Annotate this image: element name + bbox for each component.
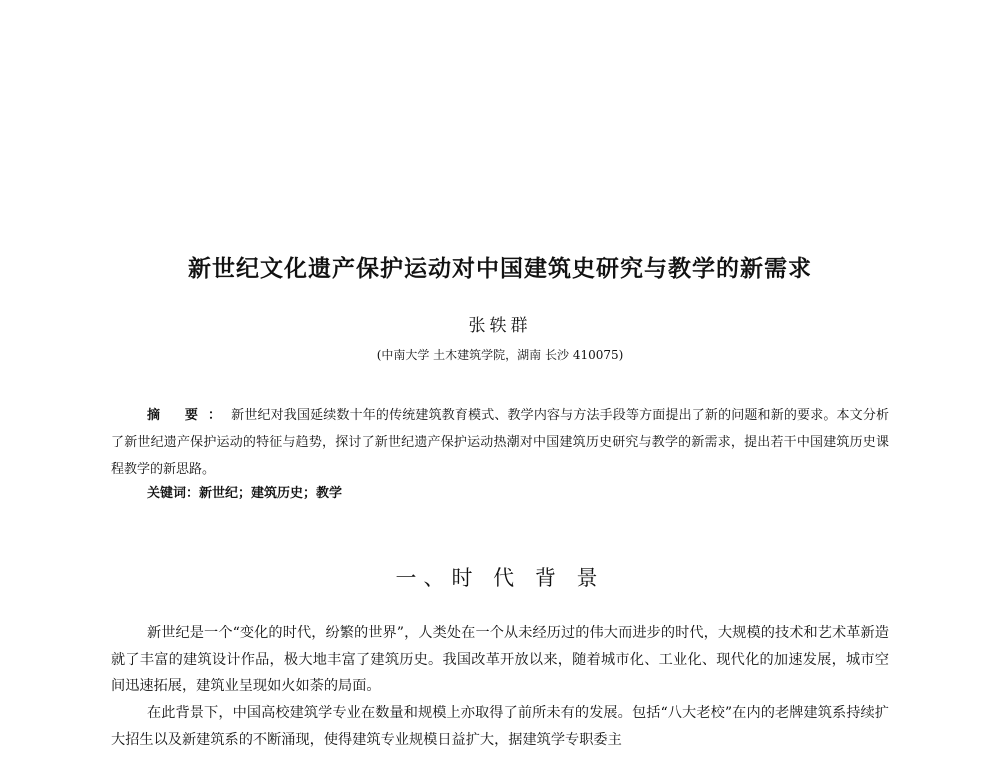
author-name: 张轶群: [468, 316, 532, 336]
author-affiliation: (中南大学 土木建筑学院，湖南 长沙 410075): [376, 348, 624, 362]
body-paragraph: 在此背景下，中国高校建筑学专业在数量和规模上亦取得了前所未有的发展。包括“八大老校”在内的老牌建筑系持续扩大招生以及新建筑系的不断涌现，使得建筑专业规模日益扩大，据建筑学专职委主: [111, 705, 889, 748]
abstract: [111, 402, 889, 483]
section-heading: 一、时 代 背 景: [395, 566, 605, 590]
abstract-text: 新世纪对我国延续数十年的传统建筑教育模式、教学内容与方法手段等方面提出了新的问题和新的要求。本文分析了新世纪遗产保护运动的特征与趋势，探讨了新世纪遗产保护运动热潮对中国建筑历史研究与教学的新需求，提出若干中国建筑历史课程教学的新思路。: [111, 408, 889, 477]
abstract-label: 摘 要：: [147, 408, 232, 423]
keywords: 关键词：新世纪；建筑历史；教学: [147, 486, 343, 501]
body-paragraph: 新世纪是一个“变化的时代，纷繁的世界”，人类处在一个从未经历过的伟大而进步的时代，大规模的技术和艺术革新造就了丰富的建筑设计作品，极大地丰富了建筑历史。我国改革开放以来，随着城市化、工业化、现代化的加速发展，城市空间迅速拓展，建筑业呈现如火如荼的局面。: [111, 625, 889, 694]
paper-title: 新世纪文化遗产保护运动对中国建筑史研究与教学的新需求: [188, 256, 812, 282]
